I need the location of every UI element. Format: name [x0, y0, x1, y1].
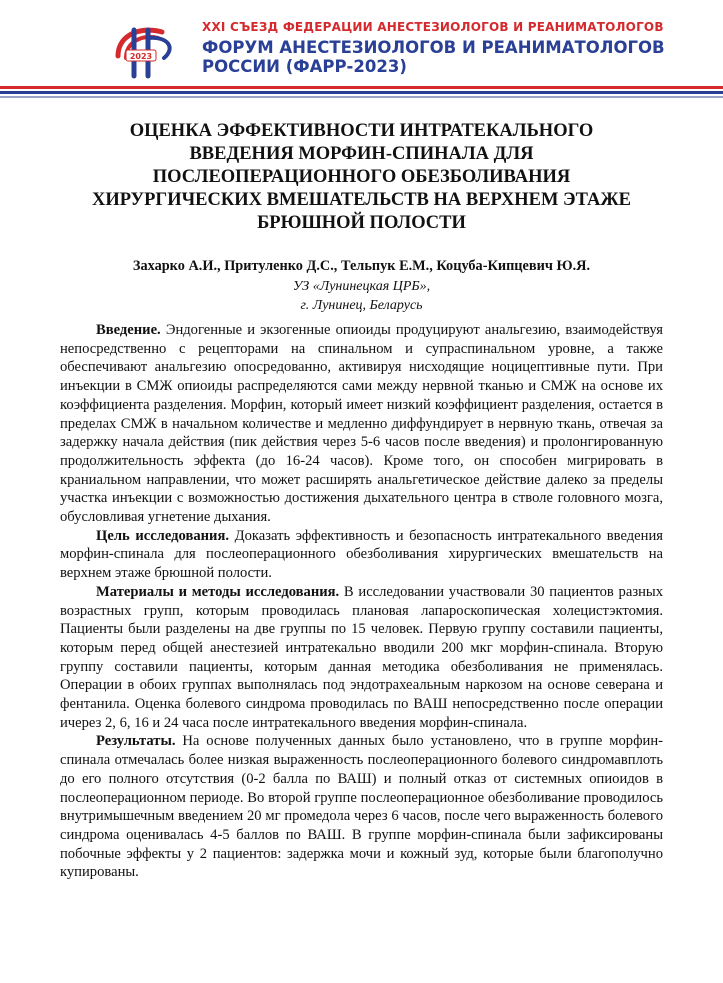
section-text: Эндогенные и экзогенные опиоиды продуцируют анальгезию, взаимодействуя непосредственно с рецепторами на спинальном и супраспинальном уровне, а также обеспечивают анальгезию опосредованно, активируя нисходящие ноцицептивные пути. При инъекции в СМЖ опиоиды распределяются сами между нервной тканью и СМЖ на основе их коэффициента разделения. Морфин, который имеет низкий коэффициент разделения, остается в пределах СМЖ в начальном количестве и медленно диффундирует в нервную ткань, отвечая за задержку начала действия (пик действия через 5-6 часов после введения) и пролонгированную продолжительность эффекта (до 16-24 часов). Кроме того, он способен мигрировать в краниальном направлении, что может расширять анальгетическое действие далеко за пределы участка инъекции с возможностью достижения дыхательного центра в стволе головного мозга, обусловливая угнетение дыхания.: [60, 322, 664, 526]
section-heading: Материалы и методы исследования.: [96, 583, 340, 600]
header-stripe-blue: [0, 91, 723, 94]
conference-subtitle: XXI СЪЕЗД ФЕДЕРАЦИИ АНЕСТЕЗИОЛОГОВ И РЕАНИМАТОЛОГОВ: [202, 20, 664, 34]
farr-logo-icon: [112, 22, 182, 80]
conference-title: ФОРУМ АНЕСТЕЗИОЛОГОВ И РЕАНИМАТОЛОГОВ РОССИИ (ФАРР-2023): [202, 38, 665, 76]
section-results: [60, 732, 663, 882]
section-text: Доказать эффективность и безопасность интратекального введения морфин-спинала для послеоперационного обезболивания хирургических вмешательств на верхнем этаже брюшной полости.: [60, 527, 663, 582]
affiliation-city: г. Лунинец, Беларусь: [300, 298, 423, 313]
affiliation-institution: УЗ «Лунинецкая ЦРБ»,: [292, 279, 431, 294]
logo-year: 2023: [129, 52, 153, 61]
header-stripe-light: [0, 96, 723, 98]
header-stripe-red: [0, 86, 723, 89]
section-introduction: [60, 321, 663, 527]
article-affiliation: [50, 277, 673, 315]
section-heading: Результаты.: [96, 733, 176, 750]
section-heading: Цель исследования.: [96, 527, 230, 544]
section-aim: [60, 527, 663, 583]
section-text: На основе полученных данных было установлено, что в группе морфин-спинала отмечалась более низкая выраженность послеоперационного болевого синдромавплоть до его полного отсутствия (0-2 балла по ВАШ) и полный отказ от системных опиоидов в послеоперационном периоде. Во второй группе послеоперационное обезболивание проводилось внутримышечным введением 20 мг промедола через 6 часов, после чего выраженность болевого синдрома оценивалась 4-5 баллов по ВАШ. В группе морфин-спинала были зафиксированы побочные эффекты у 2 пациентов: задержка мочи и кожный зуд, которые были благополучно купированы.: [60, 733, 663, 881]
article-authors: Захарко А.И., Притуленко Д.С., Тельпук Е.М., Коцуба-Кипцевич Ю.Я.: [132, 258, 591, 274]
section-methods: [60, 583, 663, 733]
conference-header: [0, 0, 723, 100]
section-text: В исследовании участвовали 30 пациентов разных возрастных групп, которым проводилась плановая лапароскопическая холецистэктомия. Пациенты были разделены на две группы по 15 человек. Первую группу составили пациенты, которым перед общей анестезией интратекально вводили 200 мкг морфин-спинала. Вторую группу составили пациенты, которым данная методика обезболивания не применялась. Операции в обоих группах выполнялась под эндотрахеальным наркозом на основе северана и фентанила. Оценка болевого синдрома проводилась по ВАШ непосредственно после операции ичерез 2, 6, 16 и 24 часа после интратекального введения морфин-спинала.: [60, 583, 663, 731]
article-title: ОЦЕНКА ЭФФЕКТИВНОСТИ ИНТРАТЕКАЛЬНОГО ВВЕДЕНИЯ МОРФИН-СПИНАЛА ДЛЯ ПОСЛЕОПЕРАЦИОННОГО ОБЕЗБОЛИВАНИЯ ХИРУРГИЧЕСКИХ ВМЕШАТЕЛЬСТВ НА ВЕРХНЕМ ЭТАЖЕ БРЮШНОЙ ПОЛОСТИ: [91, 121, 632, 233]
section-heading: Введение.: [96, 322, 161, 338]
article-body: [60, 321, 663, 882]
